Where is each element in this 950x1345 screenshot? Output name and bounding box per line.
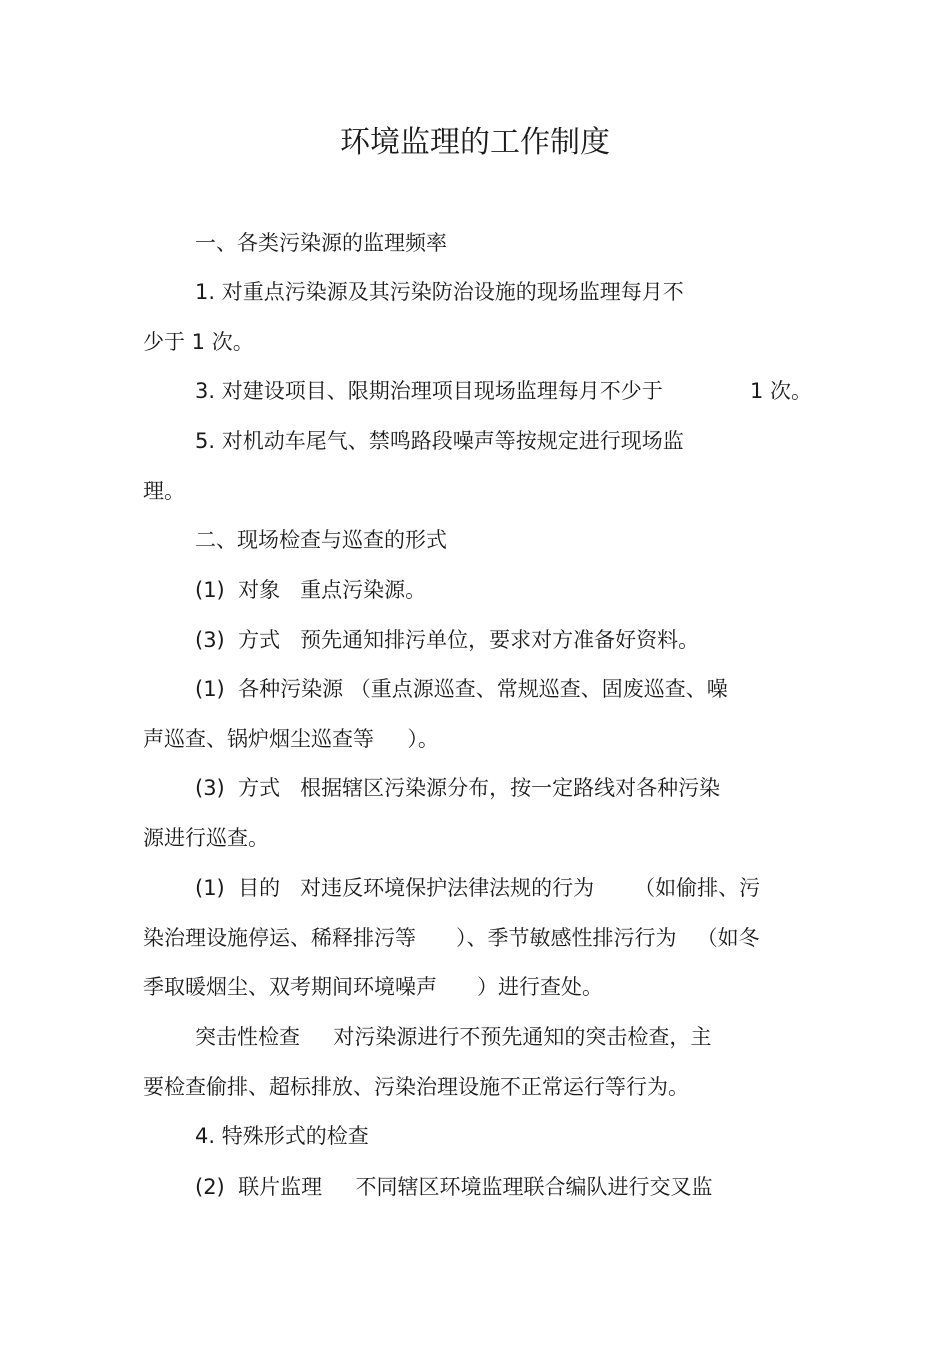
paragraph-line: 声巡查、锅炉烟尘巡查等 ）。 [143, 727, 439, 751]
document-title: 环境监理的工作制度 [340, 125, 610, 160]
paragraph-line: 突击性检查 对污染源进行不预先通知的突击检查，主 [195, 1025, 712, 1049]
paragraph-line: (1) 对象 重点污染源。 [195, 578, 427, 602]
paragraph-line: 5. 对机动车尾气、禁鸣路段噪声等按规定进行现场监 [195, 429, 684, 453]
paragraph-line: 季取暖烟尘、双考期间环境噪声 ）进行查处。 [143, 975, 604, 999]
paragraph-line: (3) 方式 根据辖区污染源分布，按一定路线对各种污染 [195, 776, 721, 800]
paragraph-line: (3) 方式 预先通知排污单位，要求对方准备好资料。 [195, 628, 700, 652]
paragraph-line: 3. 对建设项目、限期治理项目现场监理每月不少于 [195, 379, 663, 403]
paragraph-line: 理。 [143, 479, 185, 503]
paragraph-line: 1. 对重点污染源及其污染防治设施的现场监理每月不 [195, 280, 684, 304]
paragraph-line: 染治理设施停运、稀释排污等 ）、季节敏感性排污行为 （如冬 [143, 926, 760, 950]
section-heading-frequency: 一、各类污染源的监理频率 [195, 231, 447, 255]
paragraph-line: 4. 特殊形式的检查 [195, 1124, 369, 1148]
paragraph-line: (1) 各种污染源 （重点源巡查、常规巡查、固废巡查、噪 [195, 677, 728, 701]
paragraph-line: (2) 联片监理 不同辖区环境监理联合编队进行交叉监 [195, 1175, 713, 1199]
paragraph-line: 少于 1 次。 [143, 330, 254, 354]
paragraph-line: 要检查偷排、超标排放、污染治理设施不正常运行等行为。 [143, 1075, 689, 1099]
paragraph-line: (1) 目的 对违反环境保护法律法规的行为 （如偷排、污 [195, 876, 761, 900]
paragraph-line: 源进行巡查。 [143, 826, 269, 850]
section-heading-inspection: 二、现场检查与巡查的形式 [195, 528, 447, 552]
paragraph-line-tail: 1 次。 [750, 379, 813, 403]
